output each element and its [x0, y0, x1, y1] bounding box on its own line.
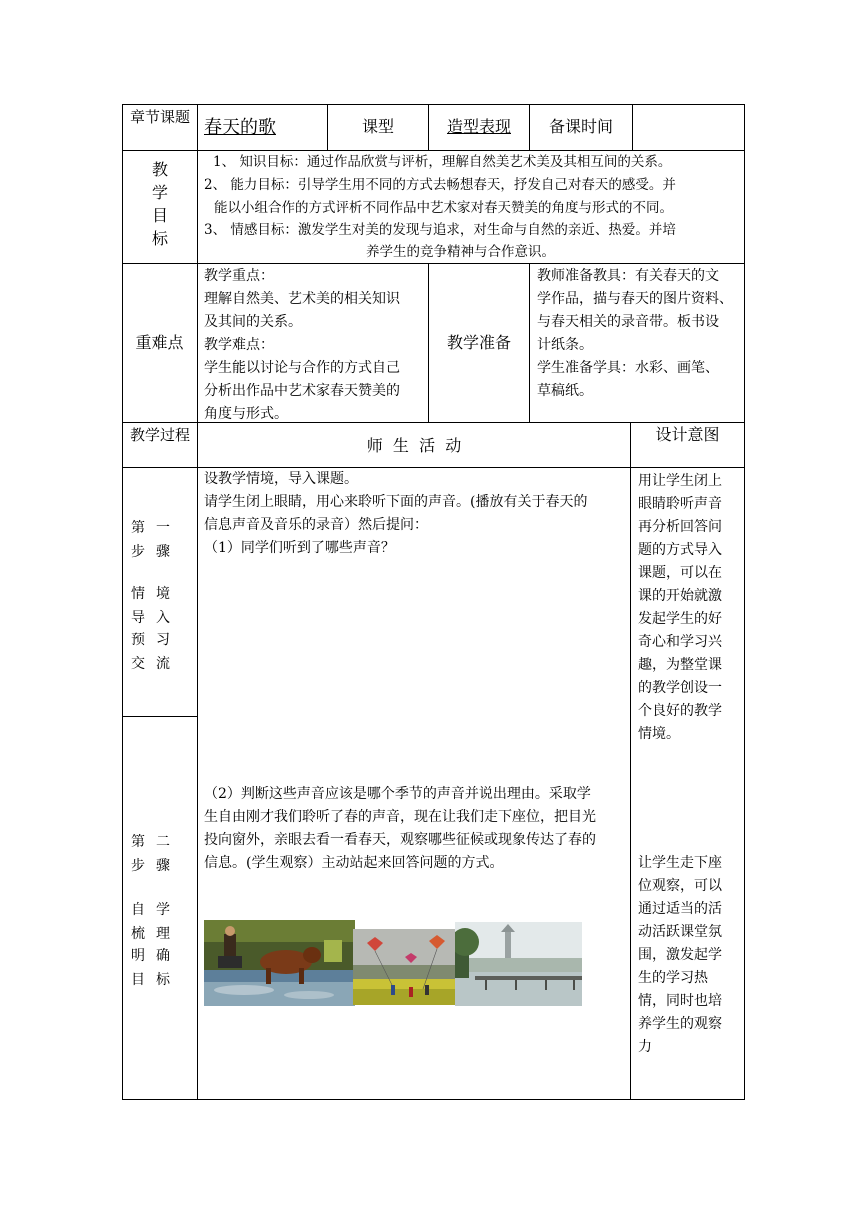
activity-line: 信息声音及音乐的录音）然后提问：	[204, 517, 428, 533]
prep-label: 教学准备	[446, 333, 511, 352]
step1-sub2: 预习交流	[131, 632, 181, 672]
prep-line: 与春天相关的录音带。板书设	[537, 314, 719, 330]
intent-line: 发起学生的好	[638, 611, 722, 627]
process-label: 教学过程	[130, 426, 191, 444]
intent-label: 设计意图	[655, 425, 720, 444]
photo-ox-plowing	[204, 920, 355, 1006]
goal-line: 2、 能力目标：引导学生用不同的方式去畅想春天，抒发自己对春天的感受。并	[204, 177, 676, 193]
intent-line: 奇心和学习兴	[638, 634, 722, 650]
prep-line: 学作品，描与春天的图片资料、	[537, 291, 733, 307]
type-value: 造型表现	[446, 117, 511, 136]
step2-sub2: 明确目标	[131, 948, 181, 988]
prep-line: 草稿纸。	[537, 383, 593, 399]
step1-sub1: 情境导入	[131, 586, 181, 626]
prep-line: 学生准备学具：水彩、画笔、	[537, 360, 719, 376]
activity-line: 信息。(学生观察）主动站起来回答问题的方式。	[204, 855, 504, 871]
row-divider	[122, 263, 745, 264]
intent-line: 通过适当的活	[638, 901, 722, 917]
prep-line: 教师准备教具：有关春天的文	[537, 268, 719, 284]
intent-line: 课题，可以在	[638, 565, 722, 581]
col-divider	[197, 104, 198, 1100]
intent-line: 眼睛聆听声音	[638, 496, 722, 512]
chapter-label	[130, 107, 190, 127]
row-divider	[122, 150, 745, 151]
intent-line: 题的方式导入	[638, 542, 722, 558]
intent-line: 动活跃课堂氛	[638, 924, 722, 940]
table-border-left	[122, 104, 123, 1100]
activity-line: 生自由刚才我们聆听了春的声音，现在让我们走下座位，把目光	[204, 809, 596, 825]
intent-line: 生的学习热	[638, 970, 708, 986]
activity-label: 师 生 活 动	[366, 436, 462, 455]
intent-line: 位观察，可以	[638, 878, 722, 894]
col-divider	[630, 422, 631, 1100]
goal-line: 1、 知识目标：通过作品欣赏与评析，理解自然美艺术美及其相互间的关系。	[213, 154, 672, 170]
intent-line: 的教学创设一	[638, 680, 722, 696]
intent-line: 趣，为整堂课	[638, 657, 722, 673]
goal-line: 养学生的竞争精神与合作意识。	[366, 244, 555, 260]
intent-line: 再分析回答问	[638, 519, 722, 535]
activity-line: 请学生闭上眼睛，用心来聆听下面的声音。(播放有关于春天的	[204, 494, 588, 510]
step1-intent	[638, 470, 742, 746]
focus-line: 及其间的关系。	[204, 314, 302, 330]
step2-sub1: 自学梳理	[131, 902, 181, 942]
intent-line: 围，激发起学	[638, 947, 722, 963]
goals-label: 教学目标	[151, 160, 168, 248]
step1-activity	[204, 469, 628, 558]
activity-line: 设教学情境，导入课题。	[204, 471, 358, 487]
intent-line: 力	[638, 1039, 652, 1055]
prep-text	[537, 266, 743, 401]
chapter-value: 春天的歌	[204, 117, 276, 138]
keypoints-label: 重难点	[135, 333, 184, 352]
col-divider	[529, 263, 530, 422]
prep-line: 计纸条。	[537, 337, 593, 353]
step2-intent	[638, 852, 742, 1059]
difficulty-title: 教学难点：	[204, 337, 274, 353]
activity-line: （1）同学们听到了哪些声音？	[204, 540, 395, 556]
step2-title: 第二步骤	[131, 834, 181, 874]
intent-line: 情境。	[638, 726, 680, 742]
focus-line: 理解自然美、艺术美的相关知识	[204, 291, 400, 307]
table-border-top	[122, 104, 745, 105]
table-border-bottom	[122, 1099, 745, 1100]
type-label: 课型	[361, 117, 394, 136]
step2-activity	[204, 784, 628, 873]
intent-line: 课的开始就激	[638, 588, 722, 604]
intent-line: 用让学生闭上	[638, 473, 722, 489]
photo-kites-field	[353, 929, 457, 1005]
photo-lake-pier	[455, 922, 582, 1006]
col-divider	[632, 104, 633, 150]
intent-line: 让学生走下座	[638, 855, 722, 871]
difficulty-line: 角度与形式。	[204, 406, 288, 422]
focus-text	[204, 266, 426, 424]
intent-line: 情，同时也培	[638, 993, 722, 1009]
prep-time-label: 备课时间	[548, 117, 613, 136]
goal-line: 能以小组合作的方式评析不同作品中艺术家对春天赞美的角度与形式的不同。	[214, 200, 673, 216]
intent-line: 个良好的教学	[638, 703, 722, 719]
table-border-right	[744, 104, 745, 1100]
row-divider	[122, 467, 745, 468]
goal-line: 3、 情感目标：激发学生对美的发现与追求，对生命与自然的亲近、热爱。并培	[204, 222, 676, 238]
difficulty-line: 学生能以讨论与合作的方式自己	[204, 360, 400, 376]
activity-line: 投向窗外，亲眼去看一看春天，观察哪些征候或现象传达了春的	[204, 832, 596, 848]
activity-line: （2）判断这些声音应该是哪个季节的声音并说出理由。采取学	[204, 786, 591, 802]
step1-title: 第一步骤	[131, 520, 181, 560]
chapter-label-text: 章节课题	[130, 108, 191, 126]
intent-line: 养学生的观察	[638, 1016, 722, 1032]
focus-title: 教学重点：	[204, 268, 274, 284]
step-divider	[122, 716, 197, 717]
difficulty-line: 分析出作品中艺术家春天赞美的	[204, 383, 400, 399]
